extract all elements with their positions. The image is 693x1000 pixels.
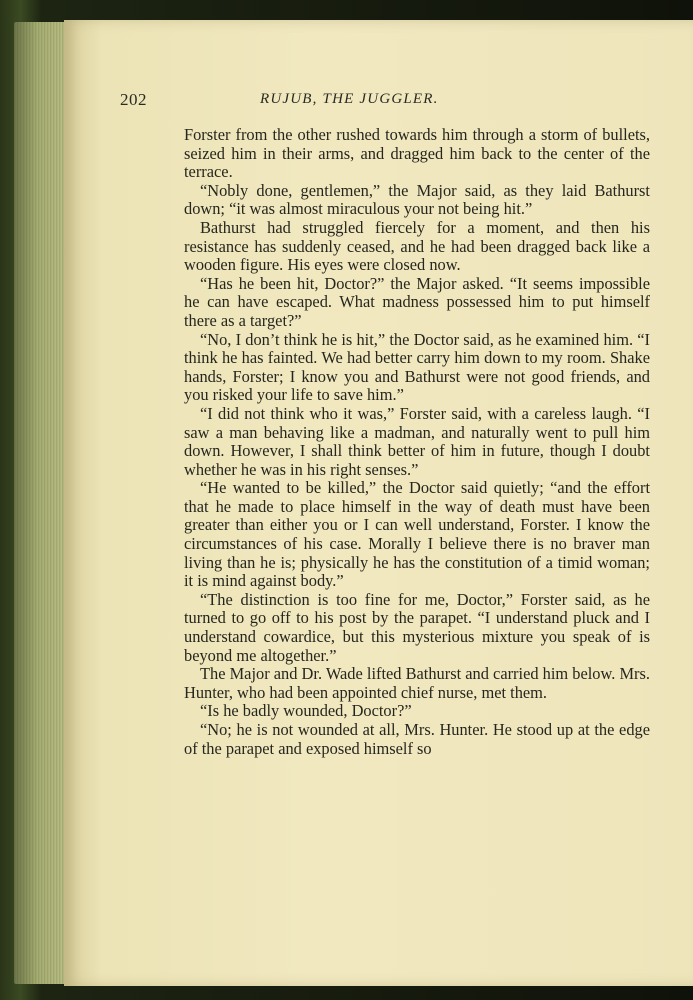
paragraph: “No; he is not wounded at all, Mrs. Hunter. He stood up at the edge of the parapet and exposed himself so [184,720,650,758]
paragraph: Bathurst had struggled fiercely for a moment, and then his resistance has suddenly ceased, and he had been dragged back like a wooden figure. His eyes were closed now. [184,217,650,275]
paragraph: “Has he been hit, Doctor?” the Major asked. “It seems impossible he can have escaped. What madness possessed him to put himself there as a target?” [184,273,650,330]
paragraph: “I did not think who it was,” Forster said, with a careless laugh. “I saw a man behaving like a madman, and naturally went to pull him down. However, I shall think better of him in future, though I doubt whether he was in his right senses.” [184,403,650,479]
running-title: RUJUB, THE JUGGLER. [260,91,439,107]
paragraph: Forster from the other rushed towards him through a storm of bullets, seized him in their arms, and dragged him back to the center of the terrace. [184,125,650,182]
page-header [120,90,640,114]
page-number: 202 [120,90,147,109]
body-text [184,126,650,758]
paragraph: “Nobly done, gentlemen,” the Major said, as they laid Bathurst down; “it was almost miraculous your not being hit.” [184,180,650,219]
paragraph: “Is he badly wounded, Doctor?” [200,701,412,721]
paragraph: “The distinction is too fine for me, Doctor,” Forster said, as he turned to go off to his post by the parapet. “I understand pluck and I understand cowardice, but this mysterious mixture you speak of is beyond me altogether.” [184,589,650,665]
paragraph: The Major and Dr. Wade lifted Bathurst and carried him below. Mrs. Hunter, who had been appointed chief nurse, met them. [184,664,650,702]
paragraph: “No, I don’t think he is hit,” the Doctor said, as he examined him. “I think he has fainted. We had better carry him down to my room. Shake hands, Forster; I know you and Bathurst were not good friends, and you risked your life to save him.” [184,329,650,405]
paragraph: “He wanted to be killed,” the Doctor said quietly; “and the effort that he made to place himself in the way of death must have been greater than either you or I can well understand, Forster. I know the circumstances of his case. Morally I believe there is no braver man living than he is; physically he has the constitution of a timid woman; it is mind against body.” [184,478,650,591]
